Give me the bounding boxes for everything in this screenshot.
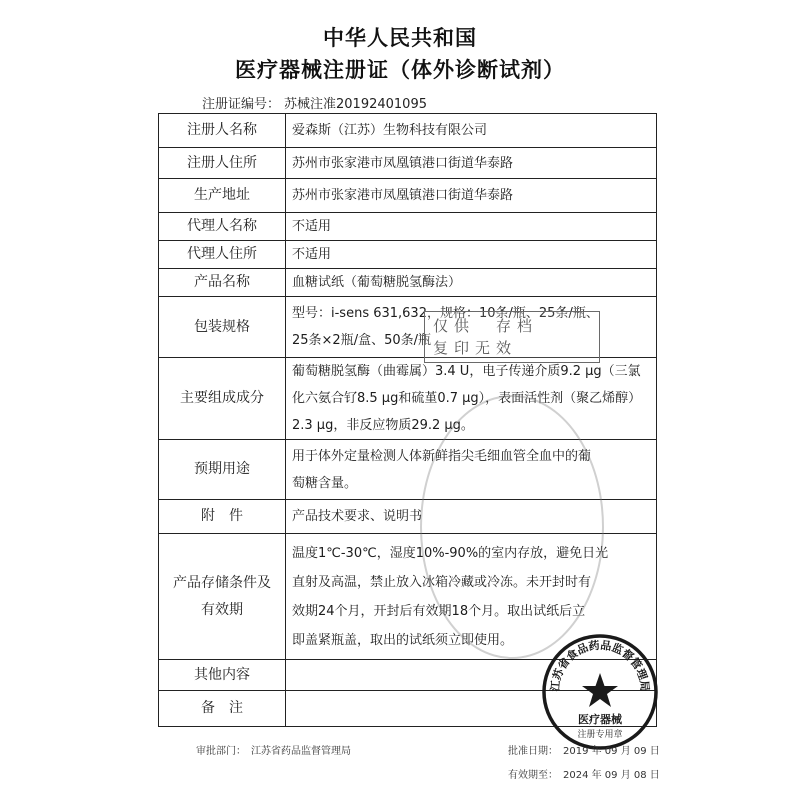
table-row (159, 179, 657, 213)
row-value-registrant-address: 苏州市张家港市凤凰镇港口街道华泰路 (286, 148, 657, 179)
table-row (159, 148, 657, 179)
value-line: 葡萄糖脱氢酶（曲霉属）3.4 U，电子传递介质9.2 μg（三氯 (292, 364, 641, 379)
value-line: 型号：i-sens 631,632，规格：10条/瓶、25条/瓶、 (292, 306, 599, 321)
row-value-attachments: 产品技术要求、说明书 (286, 500, 657, 534)
row-value-agent-name: 不适用 (286, 213, 657, 241)
archive-stamp-line1: 仅供 存档 (433, 317, 539, 335)
row-key-production-address: 生产地址 (159, 179, 286, 213)
seal-arc-text: 江苏省食品药品监督管理局 (548, 638, 652, 693)
faded-seal-impression (420, 395, 604, 659)
value-line: 萄糖含量。 (292, 475, 358, 491)
table-row (159, 358, 657, 440)
official-red-seal (541, 633, 659, 751)
row-key-registrant-address: 注册人住所 (159, 148, 286, 179)
seal-bottom-text: 医疗器械 (578, 713, 622, 726)
certificate-country-title: 中华人民共和国 (323, 26, 477, 50)
row-key-main-components: 主要组成成分 (159, 358, 286, 440)
registration-number-label: 注册证编号： (202, 97, 281, 112)
table-row (159, 213, 657, 241)
archive-copy-stamp (424, 311, 600, 363)
row-key-storage-validity (159, 534, 286, 660)
value-line: 即盖紧瓶盖，取出的试纸须立即使用。 (292, 632, 514, 648)
row-value-product-name: 血糖试纸（葡萄糖脱氢酶法） (286, 269, 657, 297)
row-value-agent-address: 不适用 (286, 241, 657, 269)
row-key-other-content: 其他内容 (159, 660, 286, 691)
row-value-registrant-name: 爱森斯（江苏）生物科技有限公司 (286, 114, 657, 148)
registration-number-value: 苏械注准20192401095 (284, 97, 427, 112)
value-line: 25条×2瓶/盒、50条/瓶 (292, 333, 432, 348)
seal-bottom-text2: 注册专用章 (577, 730, 623, 740)
row-key-product-name: 产品名称 (159, 269, 286, 297)
value-line: 用于体外定量检测人体新鲜指尖毛细血管全血中的葡 (292, 448, 592, 464)
row-key-agent-name: 代理人名称 (159, 213, 286, 241)
row-key-intended-use: 预期用途 (159, 440, 286, 500)
value-line: 效期24个月，开封后有效期18个月。取出试纸后立 (292, 603, 586, 619)
approval-date: 批准日期： 2019 年 09 月 09 日 (508, 746, 660, 757)
registration-number-line (202, 93, 427, 112)
value-line: 2.3 μg，非反应物质29.2 μg。 (292, 418, 474, 433)
value-line: 直射及高温，禁止放入冰箱冷藏或冷冻。未开封时有 (292, 574, 592, 590)
value-line: 温度1℃-30℃，湿度10%-90%的室内存放，避免日光 (292, 545, 609, 561)
table-row (159, 114, 657, 148)
seal-star-icon (582, 673, 618, 707)
table-row (159, 269, 657, 297)
table-row (159, 241, 657, 269)
row-value-production-address: 苏州市张家港市凤凰镇港口街道华泰路 (286, 179, 657, 213)
valid-until-date: 有效期至： 2024 年 09 月 08 日 (508, 770, 660, 781)
certificate-title: 医疗器械注册证（体外诊断试剂） (235, 58, 565, 82)
archive-stamp-line2: 复印无效 (433, 339, 518, 357)
key-line: 产品存储条件及 (173, 574, 271, 591)
row-key-agent-address: 代理人住所 (159, 241, 286, 269)
row-key-remarks: 备 注 (159, 691, 286, 727)
row-key-package-spec: 包装规格 (159, 297, 286, 358)
value-line: 化六氨合钌8.5 μg和硫堇0.7 μg），表面活性剂（聚乙烯醇） (292, 391, 642, 406)
key-line: 有效期 (201, 601, 243, 618)
row-key-attachments: 附 件 (159, 500, 286, 534)
approval-authority: 审批部门： 江苏省药品监督管理局 (196, 746, 351, 757)
row-key-registrant-name: 注册人名称 (159, 114, 286, 148)
